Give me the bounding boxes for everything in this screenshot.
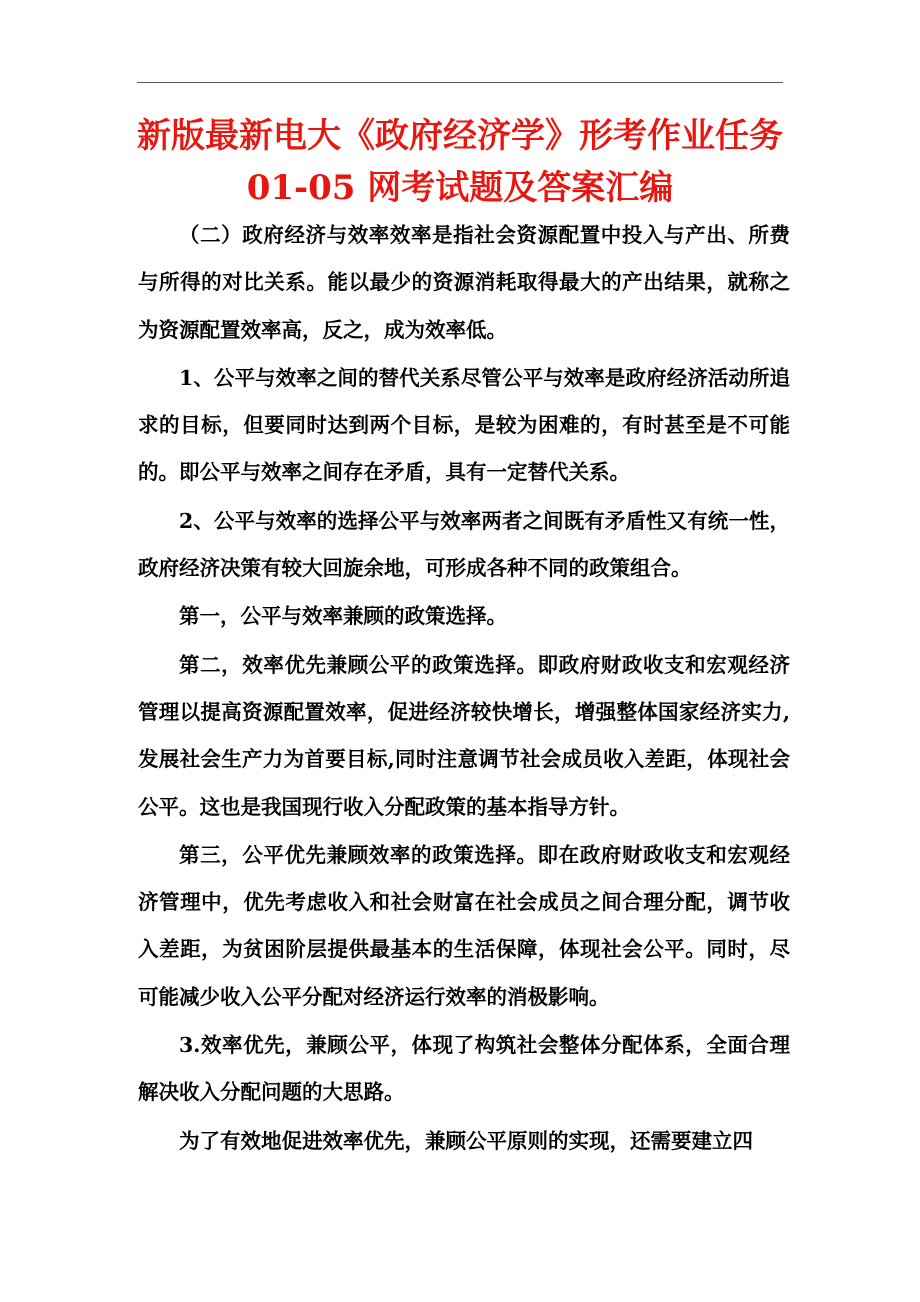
title-line-2: 01-05 网考试题及答案汇编 — [246, 168, 674, 208]
title-line-1: 新版最新电大《政府经济学》形考作业任务 — [137, 116, 783, 156]
document-title — [120, 110, 800, 214]
document-body — [138, 212, 790, 1166]
paragraph-efficiency-first: 3.效率优先，兼顾公平，体现了构筑社会整体分配体系，全面合理解决收入分配问题的大思路。 — [138, 1033, 790, 1105]
paragraph-closing: 为了有效地促进效率优先，兼顾公平原则的实现，还需要建立四 — [179, 1128, 753, 1153]
paragraph-first: 第一，公平与效率兼顾的政策选择。 — [179, 604, 507, 629]
header-divider — [137, 82, 783, 83]
paragraph-tradeoff: 1、公平与效率之间的替代关系尽管公平与效率是政府经济活动所追求的目标，但要同时达到两个目标，是较为困难的，有时甚至是不可能的。即公平与效率之间存在矛盾，具有一定替代关系。 — [138, 365, 790, 485]
paragraph-third: 第三，公平优先兼顾效率的政策选择。即在政府财政收支和宏观经济管理中，优先考虑收入和社会财富在社会成员之间合理分配，调节收入差距，为贫困阶层提供最基本的生活保障，体现社会公平。同时，尽可能减少收入公平分配对经济运行效率的消极影响。 — [138, 842, 790, 1009]
paragraph-choice: 2、公平与效率的选择公平与效率两者之间既有矛盾性又有统一性，政府经济决策有较大回旋余地，可形成各种不同的政策组合。 — [138, 508, 790, 581]
paragraph-efficiency-definition: （二）政府经济与效率效率是指社会资源配置中投入与产出、所费与所得的对比关系。能以最少的资源消耗取得最大的产出结果，就称之为资源配置效率高，反之，成为效率低。 — [138, 223, 790, 342]
paragraph-second: 第二，效率优先兼顾公平的政策选择。即政府财政收支和宏观经济管理以提高资源配置效率，促进经济较快增长，增强整体国家经济实力,发展社会生产力为首要目标,同时注意调节社会成员收入差距，体现社会公平。这也是我国现行收入分配政策的基本指导方针。 — [138, 652, 790, 819]
